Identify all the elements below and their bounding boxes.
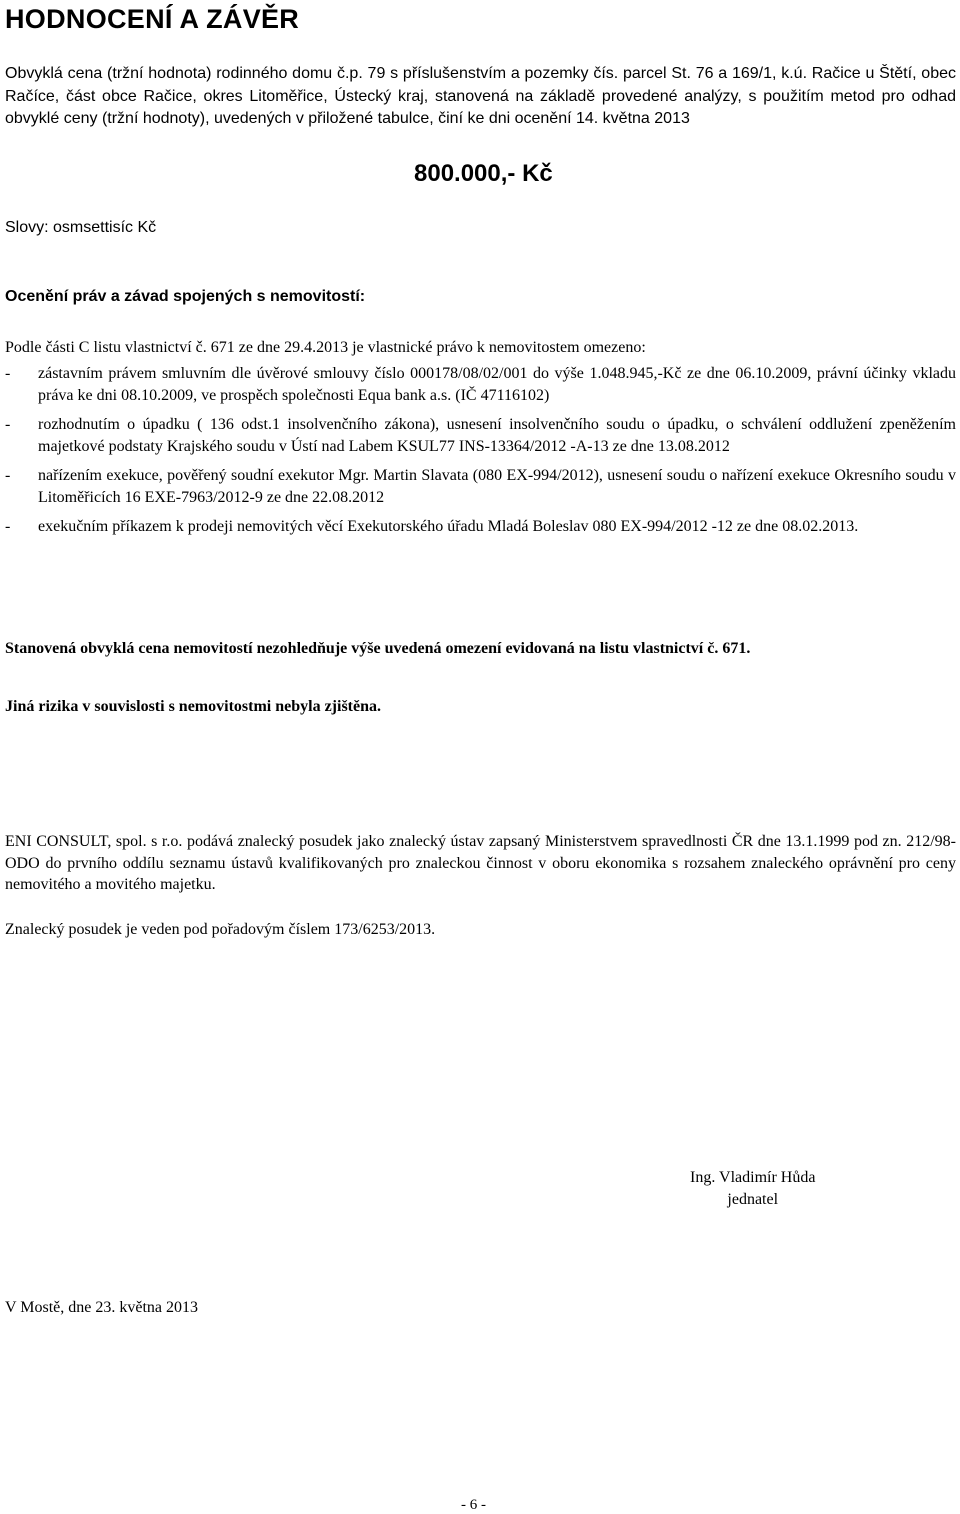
price-value: 800.000,- Kč	[414, 160, 553, 187]
signatory-role: jednatel	[727, 1191, 779, 1208]
rights-heading: Ocenění práv a závad spojených s nemovitostí:	[5, 288, 366, 305]
signatory-name: Ing. Vladimír Hůda	[690, 1169, 816, 1186]
lien-text: nařízením exekuce, pověřený soudní exekutor Mgr. Martin Slavata (080 EX-994/2012), usnesení soudu o nařízení exekuce Okresního soudu v Litoměřicích 16 EXE-7963/2012-9 ze dne 22.08.2012	[38, 467, 956, 506]
lien-text: rozhodnutím o úpadku ( 136 odst.1 insolvenčního zákona), usnesení insolvenčního soudu o úpadku, o schválení oddlužení zpeněžením majetkové podstaty Krajského soudu v Ústí nad Labem KSUL77 INS-13364/2012 -A-13 ze dne 13.08.2012	[38, 416, 956, 455]
lien-text: exekučním příkazem k prodeji nemovitých věcí Exekutorského úřadu Mladá Boleslav 080 EX-994/2012 -12 ze dne 08.02.2013.	[38, 518, 859, 535]
lien-intro: Podle části C listu vlastnictví č. 671 ze dne 29.4.2013 je vlastnické právo k nemovitostem omezeno:	[5, 339, 646, 356]
lien-dash: -	[5, 518, 11, 535]
lien-item	[5, 516, 956, 538]
page-number: - 6 -	[461, 1497, 486, 1513]
page-title: HODNOCENÍ A ZÁVĚR	[5, 4, 300, 34]
price-in-words: Slovy: osmsettisíc Kč	[5, 219, 157, 236]
lien-dash: -	[5, 365, 11, 382]
consult-paragraph: ENI CONSULT, spol. s r.o. podává znalecký posudek jako znalecký ústav zapsaný Ministerstvem spravedlnosti ČR dne 13.1.1999 pod zn. 212/98-ODO do prvního oddílu seznamu ústavů kvalifikovaných pro znaleckou činnost v oboru ekonomika s rozsahem znaleckého oprávnění pro ceny nemovitého a movitého majetku.	[5, 833, 956, 893]
lien-item	[5, 363, 956, 406]
lien-item	[5, 414, 956, 457]
lien-list	[5, 363, 956, 546]
price-note: Stanovená obvyklá cena nemovitostí nezohledňuje výše uvedená omezení evidovaná na listu vlastnictví č. 671.	[5, 640, 751, 657]
lien-dash: -	[5, 467, 11, 484]
signature-block	[690, 1167, 815, 1211]
register-paragraph: Znalecký posudek je veden pod pořadovým číslem 173/6253/2013.	[5, 921, 436, 938]
risks-note: Jiná rizika v souvislosti s nemovitostmi nebyla zjištěna.	[5, 698, 382, 715]
intro-paragraph: Obvyklá cena (tržní hodnota) rodinného domu č.p. 79 s příslušenstvím a pozemky čís. parcel St. 76 a 169/1, k.ú. Račice u Štětí, obec Račíce, část obce Račice, okres Litoměřice, Ústecký kraj, stanovená na základě provedené analýzy, s použitím metod pro odhad obvyklé ceny (tržní hodnoty), uvedených v přiložené tabulce, činí ke dni ocenění 14. května 2013	[5, 65, 956, 127]
lien-item	[5, 465, 956, 508]
lien-dash: -	[5, 416, 11, 433]
lien-text: zástavním právem smluvním dle úvěrové smlouvy číslo 000178/08/02/001 do výše 1.048.945,-Kč ze dne 06.10.2009, právní účinky vkladu práva ke dni 08.10.2009, ve prospěch společnosti Equa bank a.s. (IČ 47116102)	[38, 365, 956, 404]
place-date: V Mostě, dne 23. května 2013	[5, 1299, 199, 1316]
